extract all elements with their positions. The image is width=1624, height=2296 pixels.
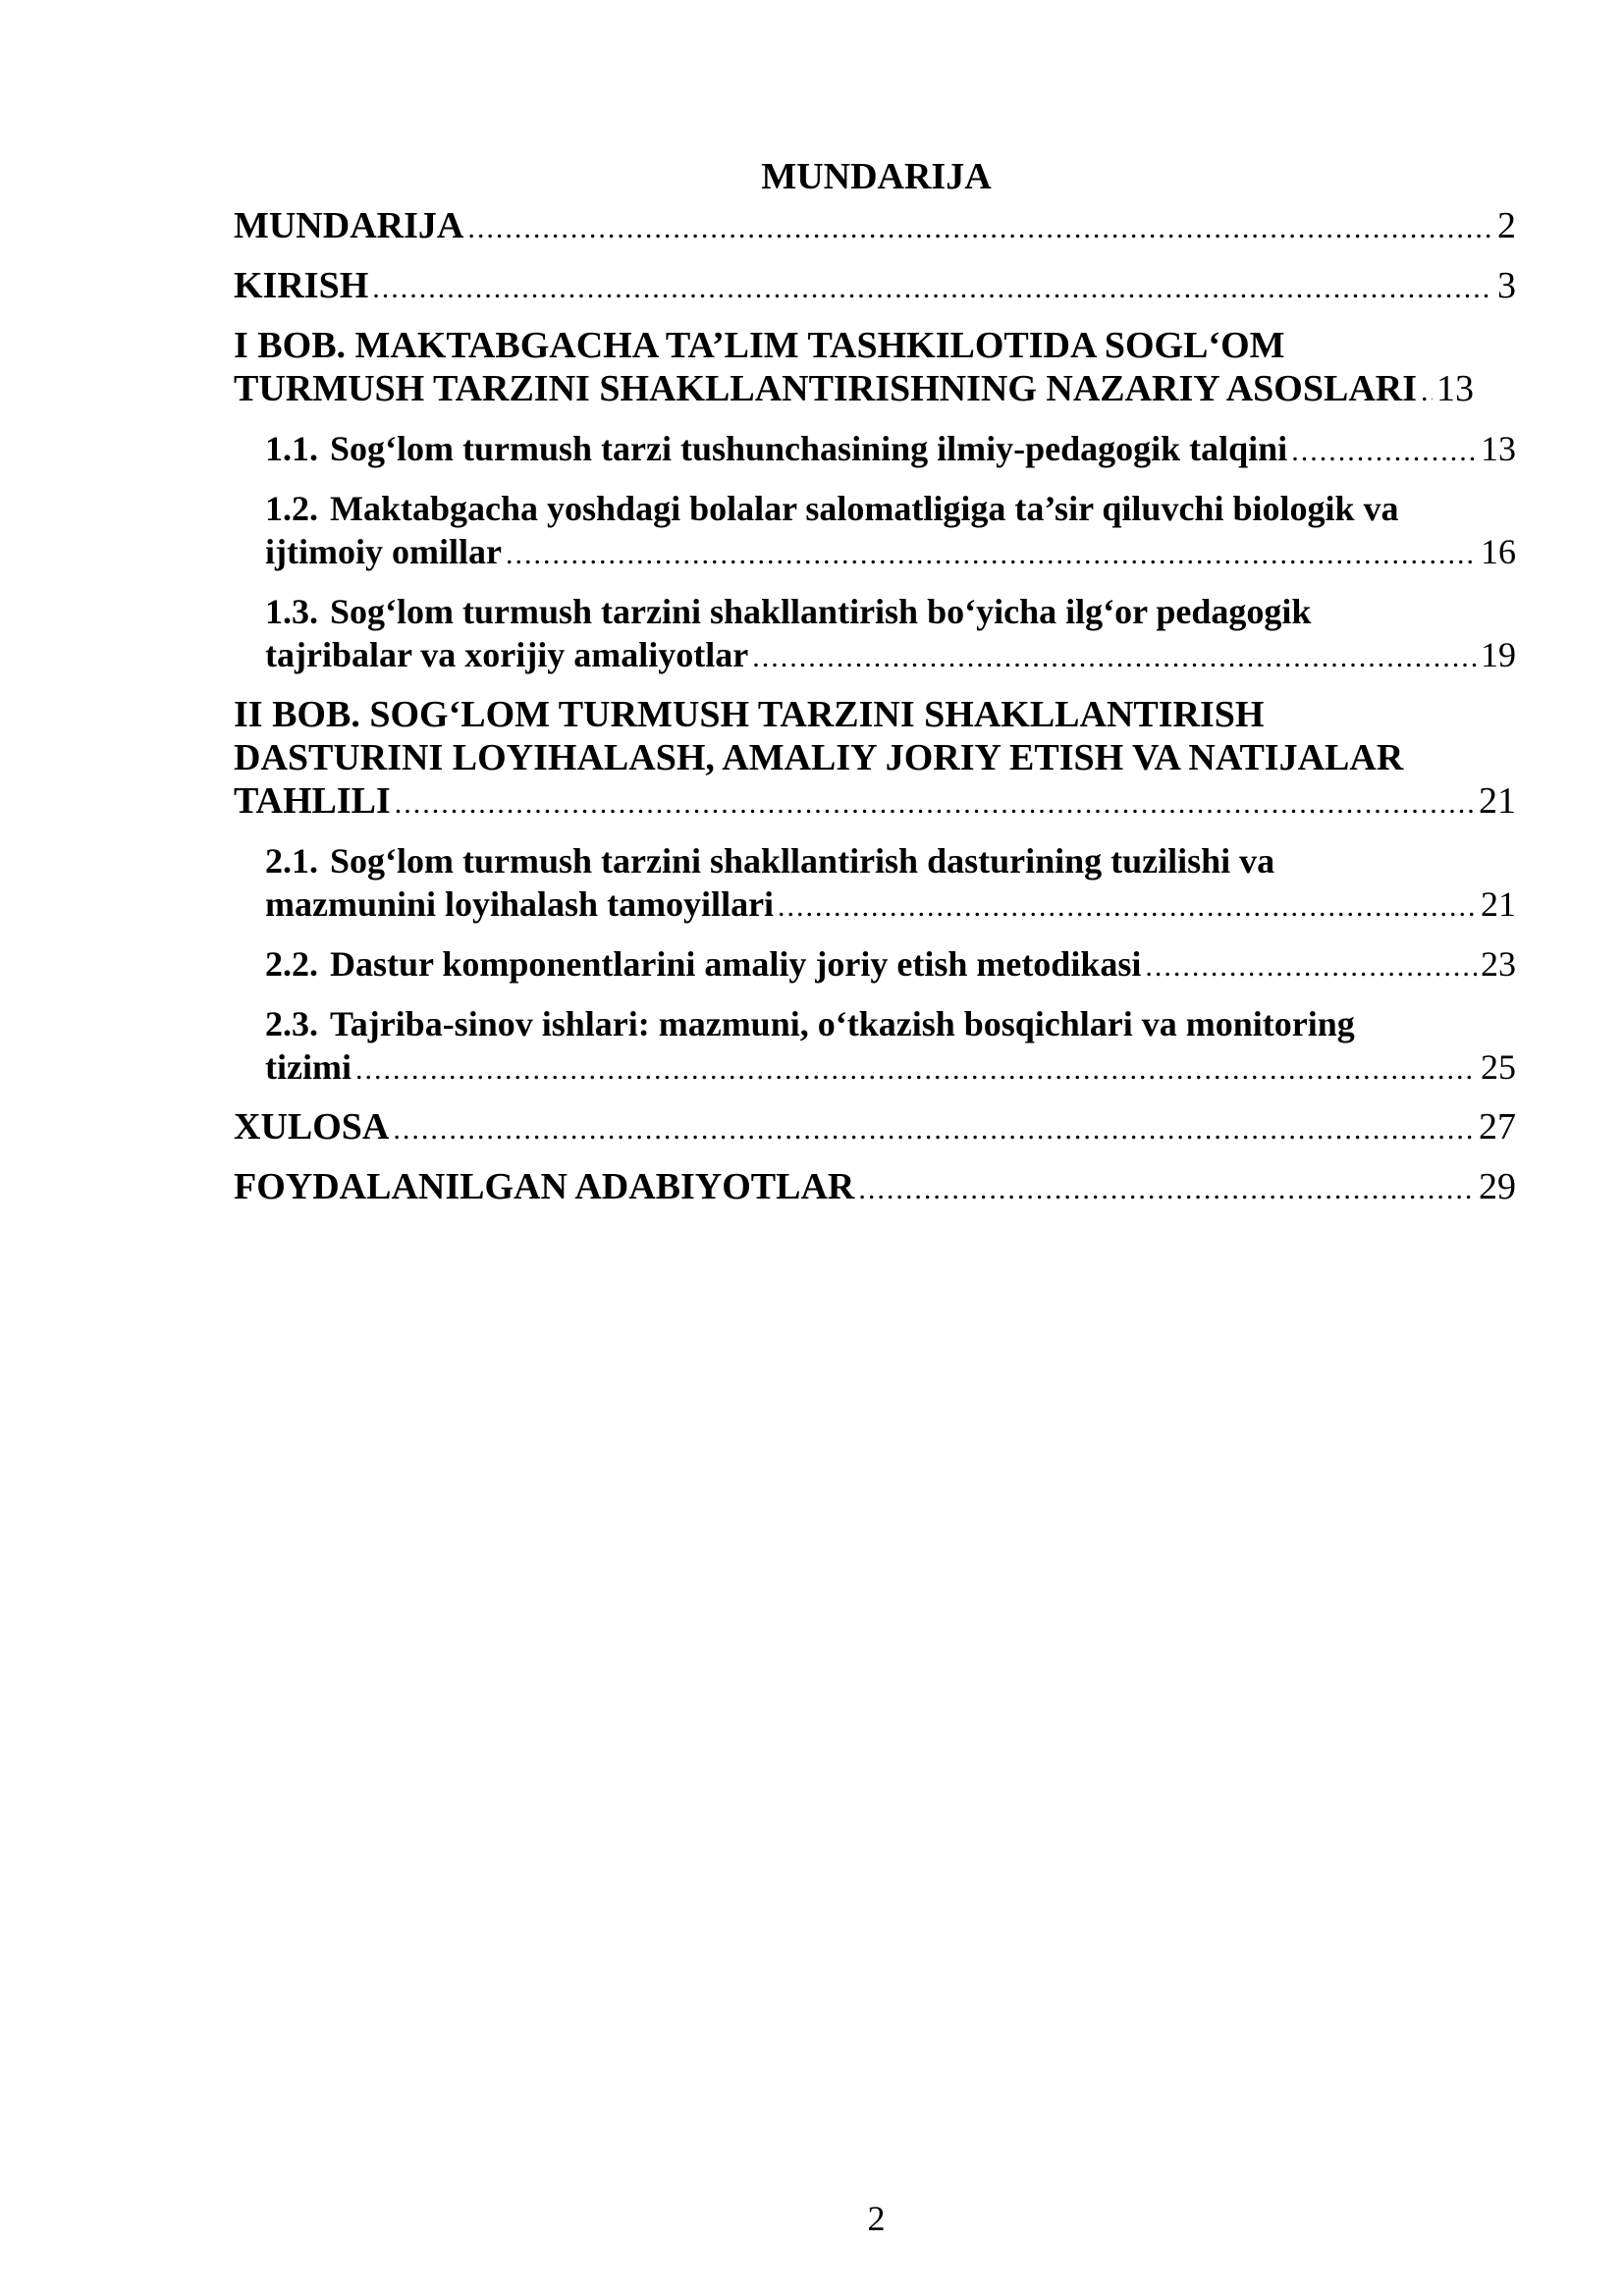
toc-page-number: 16 <box>1481 532 1516 571</box>
toc-section-number: 1.2. <box>265 489 318 528</box>
dot-leader <box>1421 370 1433 413</box>
toc-section-number: 1.3. <box>265 592 318 631</box>
toc-entry-title-line: tajribalar va xorijiy amaliyotlar <box>265 635 749 674</box>
toc-entry-title-line: TAHLILI <box>234 780 391 822</box>
toc-page-number: 13 <box>1436 368 1474 409</box>
table-of-contents <box>234 204 1516 1225</box>
toc-entry-section-1-1[interactable] <box>265 427 1516 473</box>
toc-page-number: 25 <box>1481 1047 1516 1087</box>
toc-section-number: 1.1. <box>265 429 318 468</box>
toc-entry-title: KIRISH <box>234 265 369 306</box>
toc-entry-chapter-1[interactable] <box>234 324 1516 413</box>
toc-entry-title-line: ijtimoiy omillar <box>265 532 502 571</box>
toc-entry-title: Dastur komponentlarini amaliy joriy etish metodikasi <box>330 944 1142 984</box>
dot-leader <box>752 636 1477 679</box>
toc-section-number: 2.3. <box>265 1004 318 1043</box>
dot-leader <box>858 1168 1475 1211</box>
toc-entry-section-1-3[interactable] <box>265 590 1516 679</box>
toc-entry-kirish[interactable] <box>234 264 1516 310</box>
toc-entry-title: XULOSA <box>234 1106 390 1148</box>
toc-entry-title-line: Tajriba-sinov ishlari: mazmuni, o‘tkazish bosqichlari va monitoring <box>330 1004 1355 1043</box>
toc-section-number: 2.2. <box>265 944 318 984</box>
toc-entry-title: Sog‘lom turmush tarzi tushunchasining ilmiy-pedagogik talqini <box>330 429 1288 468</box>
dot-leader <box>372 267 1493 310</box>
dot-leader <box>506 533 1477 576</box>
dot-leader <box>1145 945 1477 988</box>
toc-entry-chapter-2[interactable] <box>234 693 1516 826</box>
toc-section-number: 2.1. <box>265 841 318 881</box>
toc-entry-title-line: mazmunini loyihalash tamoyillari <box>265 884 775 924</box>
toc-entry-title-line: Maktabgacha yoshdagi bolalar salomatligiga ta’sir qiluvchi biologik va <box>330 489 1399 528</box>
toc-page-number: 23 <box>1481 944 1516 984</box>
toc-entry-mundarija[interactable] <box>234 204 1516 250</box>
toc-entry-title-line: I BOB. MAKTABGACHA TA’LIM TASHKILOTIDA SOGL‘OM <box>234 325 1285 366</box>
toc-page-number: 3 <box>1497 265 1516 306</box>
toc-entry-section-2-1[interactable] <box>265 839 1516 929</box>
toc-entry-section-1-2[interactable] <box>265 487 1516 576</box>
dot-leader <box>393 1108 1475 1151</box>
toc-page-number: 21 <box>1479 780 1516 822</box>
toc-page-number: 29 <box>1479 1166 1516 1207</box>
toc-entry-section-2-2[interactable] <box>265 942 1516 988</box>
toc-entry-title-line: tizimi <box>265 1047 352 1087</box>
toc-entry-xulosa[interactable] <box>234 1105 1516 1151</box>
toc-page-number: 13 <box>1481 429 1516 468</box>
dot-leader <box>467 207 1493 250</box>
dot-leader <box>395 782 1475 826</box>
dot-leader <box>1291 430 1477 473</box>
toc-entry-title-line: II BOB. SOG‘LOM TURMUSH TARZINI SHAKLLANTIRISH <box>234 694 1265 735</box>
toc-entry-title-line: Sog‘lom turmush tarzini shakllantirish bo‘yicha ilg‘or pedagogik <box>330 592 1312 631</box>
dot-leader <box>355 1048 1477 1092</box>
toc-page-number: 2 <box>1497 205 1516 246</box>
toc-page-number: 19 <box>1481 635 1516 674</box>
toc-entry-title-line: Sog‘lom turmush tarzini shakllantirish dasturining tuzilishi va <box>330 841 1275 881</box>
toc-entry-section-2-3[interactable] <box>265 1002 1516 1092</box>
toc-page-number: 27 <box>1479 1106 1516 1148</box>
toc-entry-title: MUNDARIJA <box>234 205 464 246</box>
dot-leader <box>778 885 1477 929</box>
toc-page-number: 21 <box>1481 884 1516 924</box>
page-title: MUNDARIJA <box>761 156 992 197</box>
page-number: 2 <box>867 2199 886 2238</box>
toc-entry-title: FOYDALANILGAN ADABIYOTLAR <box>234 1166 855 1207</box>
toc-entry-title-line: DASTURINI LOYIHALASH, AMALIY JORIY ETISH VA NATIJALAR <box>234 737 1404 778</box>
toc-entry-references[interactable] <box>234 1165 1516 1211</box>
toc-entry-title-line: TURMUSH TARZINI SHAKLLANTIRISHNING NAZARIY ASOSLARI <box>234 368 1417 409</box>
